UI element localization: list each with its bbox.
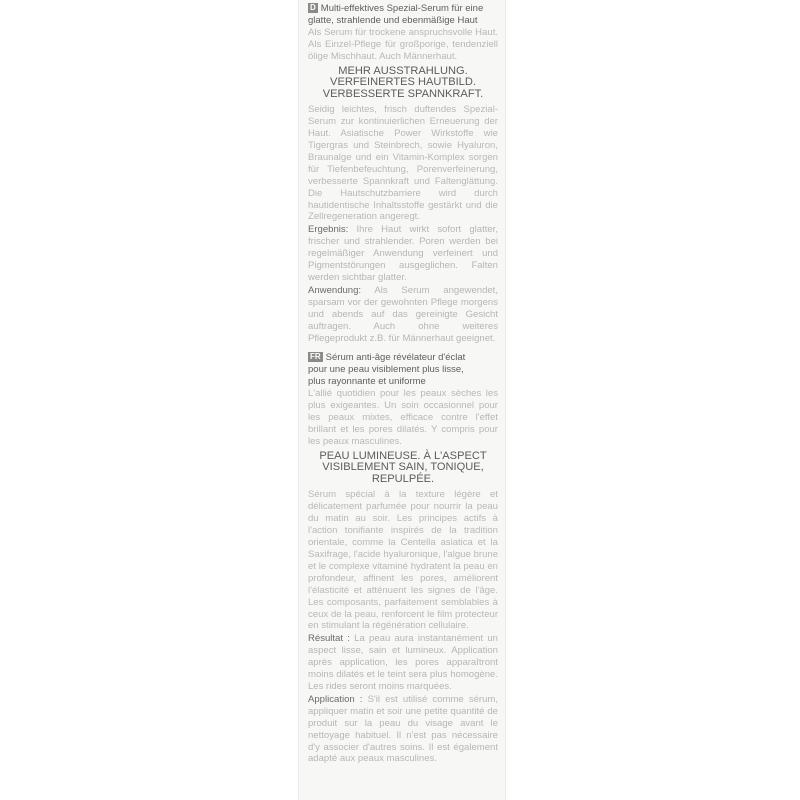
- german-title-line-1: Multi-effektives Spezial-Serum für eine: [320, 3, 484, 14]
- german-usage-label: Anwendung:: [308, 284, 362, 296]
- french-section: [308, 352, 498, 765]
- french-usage-label: Application :: [308, 693, 363, 705]
- french-result-text: La peau aura instantanément un aspect lisse, sain et lumineux. Application après application, les pores apparaîtront moins dilatés et le teint sera plus homogène. Les rides seront moins marquées.: [308, 633, 498, 692]
- german-language-badge: D: [310, 3, 316, 12]
- german-headline-line-2: VERFEINERTES HAUTBILD.: [330, 76, 476, 89]
- french-title: [308, 352, 498, 388]
- german-usage: [308, 285, 498, 345]
- german-result-text: Ihre Haut wirkt sofort glatter, frischer und strahlender. Poren werden bei regelmäßiger Anwendung verfeinert und Pigmentstörungen ausgeglichen. Falten werden sichtbar glatter.: [308, 224, 498, 283]
- french-headline-line-2: VISIBLEMENT SAIN, TONIQUE,: [322, 461, 484, 474]
- german-title-line-2: glatte, strahlende und ebenmäßige Haut: [308, 14, 478, 26]
- german-usage-text: Als Serum angewendet, sparsam vor der gewohnten Pflege morgens und abends auf das gereinigte Gesicht auftragen. Auch ohne weiteres Pflegeprodukt z.B. für Männerhaut geeignet.: [308, 284, 498, 344]
- french-headline-line-3: REPULPÉE.: [371, 472, 435, 485]
- french-title-line-1: Sérum anti-âge révélateur d'éclat: [325, 352, 466, 364]
- german-section: [308, 3, 498, 344]
- french-headline-line-1: PEAU LUMINEUSE. À L'ASPECT: [319, 449, 487, 462]
- french-result: [308, 633, 498, 693]
- german-title: [308, 3, 498, 27]
- french-usage: [308, 694, 498, 765]
- french-title-line-3: plus rayonnante et uniforme: [308, 376, 426, 388]
- french-body: Sérum spécial à la texture légère et délicatement parfumée pour nourrir la peau du matin au soir. Les principes actifs à l'action tonifiante inspirés de la tradition orientale, comme la Centella asiatica et la Saxifrage, l'acide hyaluronique, l'algue brune et le complexe vitaminé hydratent la peau en profondeur, affinent les pores, améliorent l'élasticité et atténuent les signes de l'âge. Les composants, parfaitement semblables à ceux de la peau, renforcent le film protecteur en stimulant la régénération cellulaire.: [308, 489, 498, 632]
- german-headline: [308, 66, 498, 101]
- french-intro: L'allié quotidien pour les peaux sèches les plus exigeantes. Un soin occasionnel pour les peaux mixtes, efficace contre l'effet brillant et les pores dilatés. Y compris pour les peaux masculines.: [308, 388, 498, 447]
- german-result: [308, 224, 498, 284]
- german-body: Seidig leichtes, frisch duftendes Spezial-Serum zur kontinuierlichen Erneuerung der Haut. Asiatische Power Wirkstoffe wie Tigergras und Steinbrech, sowie Hyaluron, Braunalge und ein Vitamin-Komplex sorgen für Tiefenbefeuchtung, Porenverfeinerung, verbesserte Spannkraft und Faltenglättung. Die Hautschutzbarriere wird durch hautidentische Inhaltsstoffe gestärkt und die Zellregeneration angeregt.: [308, 104, 498, 223]
- product-text-panel: [308, 3, 498, 765]
- german-headline-line-1: MEHR AUSSTRAHLUNG.: [338, 64, 468, 77]
- french-result-label: Résultat :: [308, 633, 350, 645]
- german-result-label: Ergebnis:: [308, 224, 349, 236]
- french-headline: [308, 451, 498, 486]
- german-intro: Als Serum für trockene anspruchsvolle Haut. Als Einzel-Pflege für großporige, tendenziell ölige Mischhaut. Auch Männerhaut.: [308, 26, 498, 62]
- french-language-badge: FR: [310, 352, 321, 362]
- french-title-line-2: pour une peau visiblement plus lisse,: [308, 364, 464, 376]
- german-headline-line-3: VERBESSERTE SPANNKRAFT.: [322, 87, 484, 100]
- french-usage-text: S'il est utilisé comme sérum, appliquer matin et soir une petite quantité de produit sur la peau du visage avant le nettoyage habituel. Il n'est pas nécessaire d'y associer d'autres soins. Il est également adapté aux peaux masculines.: [308, 693, 499, 765]
